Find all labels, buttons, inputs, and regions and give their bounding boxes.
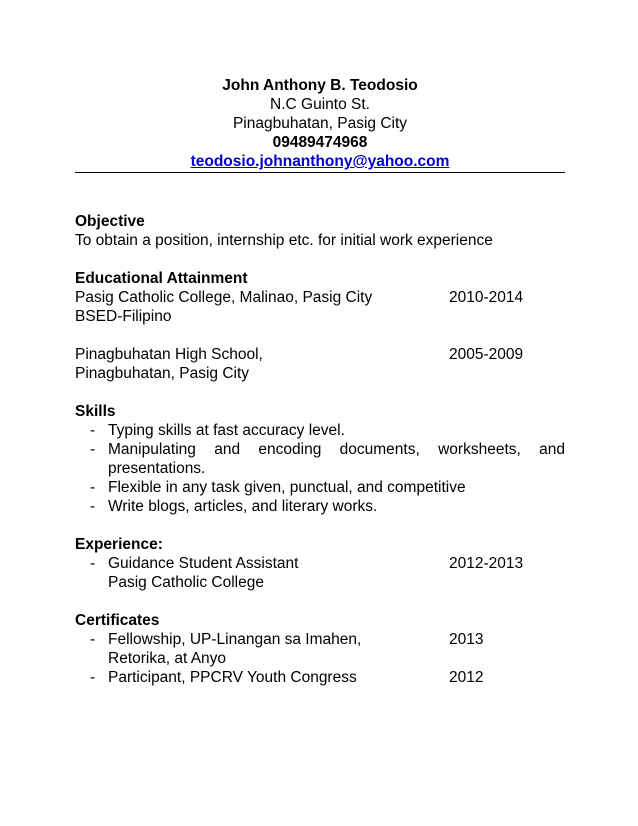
email-link[interactable]: teodosio.johnanthony@yahoo.com [190, 153, 450, 170]
certificates-title: Certificates [75, 612, 160, 629]
education-detail: Pinagbuhatan, Pasig City [75, 365, 250, 382]
education-detail: BSED-Filipino [75, 308, 172, 325]
phone-number: 09489474968 [272, 134, 368, 151]
spacer [75, 326, 565, 345]
dash-bullet: - [90, 555, 96, 572]
dash-bullet: - [90, 479, 96, 496]
skills-list [75, 421, 565, 516]
list-item [75, 630, 565, 668]
education-section [75, 269, 565, 383]
objective-title: Objective [75, 213, 145, 230]
dash-bullet: - [90, 669, 96, 686]
education-school: Pasig Catholic College, Malinao, Pasig City [75, 289, 373, 306]
list-item [75, 440, 565, 478]
certificate-title-cont: Retorika, at Anyo [108, 650, 227, 667]
education-entry [75, 345, 565, 364]
resume-body [75, 212, 565, 706]
dash-bullet: - [90, 498, 96, 515]
certificate-year: 2012 [449, 669, 484, 686]
certificate-title: Participant, PPCRV Youth Congress [108, 669, 357, 686]
objective-text: To obtain a position, internship etc. for initial work experience [75, 232, 493, 249]
list-item [75, 554, 565, 592]
applicant-name: John Anthony B. Teodosio [222, 77, 418, 94]
list-item [75, 421, 565, 440]
resume-header [75, 76, 565, 171]
experience-title: Experience: [75, 536, 163, 553]
dash-bullet: - [90, 422, 96, 439]
skill-text: Manipulating and encoding documents, worksheets, and presentations. [108, 441, 565, 477]
dash-bullet: - [90, 631, 96, 648]
dash-bullet: - [90, 441, 96, 458]
skill-text: Typing skills at fast accuracy level. [108, 422, 345, 439]
experience-list [75, 554, 565, 592]
skill-text: Write blogs, articles, and literary works. [108, 498, 378, 515]
education-years: 2005-2009 [449, 346, 524, 363]
skills-title: Skills [75, 403, 116, 420]
experience-section [75, 535, 565, 592]
certificate-title: Fellowship, UP-Linangan sa Imahen, [108, 631, 362, 648]
experience-years: 2012-2013 [449, 555, 524, 572]
objective-section [75, 212, 565, 250]
education-title: Educational Attainment [75, 270, 248, 287]
experience-org: Pasig Catholic College [108, 574, 264, 591]
certificates-list [75, 630, 565, 687]
education-school: Pinagbuhatan High School, [75, 346, 263, 363]
list-item [75, 668, 565, 687]
certificate-year: 2013 [449, 631, 484, 648]
list-item [75, 497, 565, 516]
education-years: 2010-2014 [449, 289, 524, 306]
skill-text: Flexible in any task given, punctual, and competitive [108, 479, 466, 496]
list-item [75, 478, 565, 497]
address-city: Pinagbuhatan, Pasig City [232, 115, 408, 132]
address-street: N.C Guinto St. [270, 96, 370, 113]
certificates-section [75, 611, 565, 687]
header-divider [75, 172, 565, 173]
education-entry [75, 288, 565, 307]
skills-section [75, 402, 565, 516]
experience-role: Guidance Student Assistant [108, 555, 299, 572]
